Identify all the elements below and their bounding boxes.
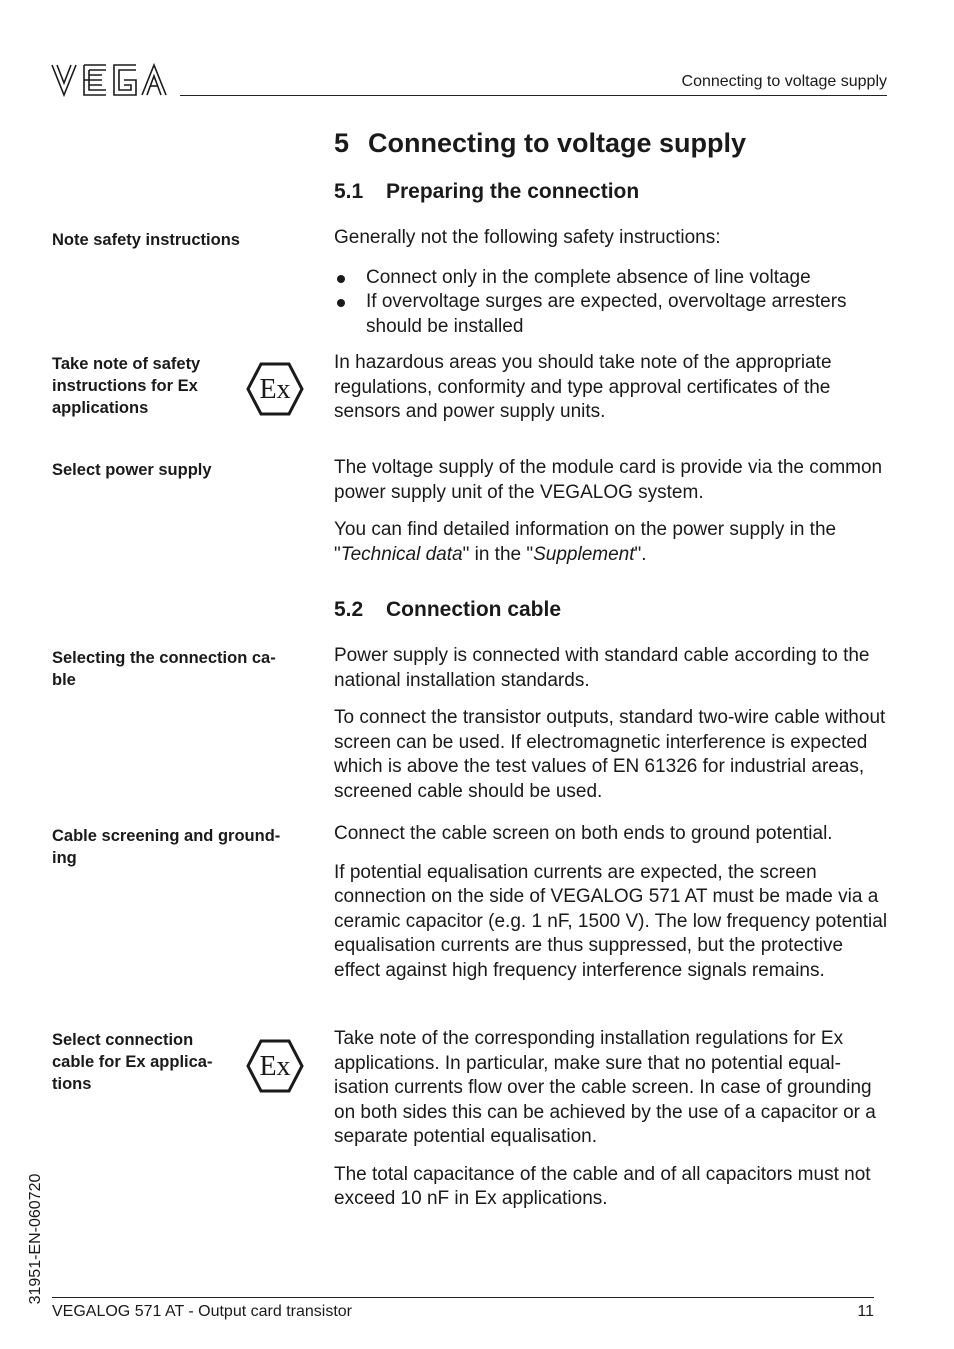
supplement-ref: Supplement <box>533 543 635 565</box>
side-note-line: Select connection <box>52 1031 194 1049</box>
screening-paragraph-1: Connect the cable screen on both ends to ground potential. <box>334 823 833 844</box>
side-note-line: applications <box>52 399 149 417</box>
safety-list <box>334 266 890 340</box>
section-number: 5.1 <box>334 180 364 203</box>
footer-product: VEGALOG 571 AT - Output card transistor <box>52 1303 352 1320</box>
side-note-line: Selecting the connection ca- <box>52 649 276 667</box>
side-note-line: ble <box>52 671 76 689</box>
side-note-line: Take note of safety <box>52 355 201 373</box>
ex-icon-label: Ex <box>259 374 291 405</box>
section-heading <box>334 180 639 204</box>
side-note-safety: Note safety instructions <box>52 231 240 249</box>
page-number: 11 <box>857 1303 874 1320</box>
side-note-ex-safety <box>52 353 200 419</box>
vega-logo <box>50 62 168 98</box>
ex-text: In hazardous areas you should take note of the appropriate regulations, conformity and type approval certificates of the sensors and power supply units. <box>334 352 832 422</box>
document-id: 31951-EN-060720 <box>27 1173 44 1305</box>
cable-block <box>334 644 890 804</box>
side-note-line: ing <box>52 849 77 867</box>
side-note-line: instructions for Ex <box>52 377 198 395</box>
technical-data-ref: Technical data <box>340 543 463 565</box>
ex-cable-block <box>334 1027 890 1212</box>
power-paragraph-2 <box>334 518 890 567</box>
side-note-line: cable for Ex applica- <box>52 1053 213 1071</box>
list-item: If overvoltage surges are expected, overvoltage arresters should be installed <box>334 290 890 339</box>
section-title: Connection cable <box>386 598 562 621</box>
ex-hazard-icon <box>246 1039 304 1093</box>
cable-paragraph-2: To connect the transistor outputs, standard two-wire cable without screen can be used. If electromagnetic interference is expected which is above the test values of EN 61326 for industrial areas, screened cable should be used. <box>334 707 886 802</box>
list-item: Connect only in the complete absence of line voltage <box>334 266 890 291</box>
side-note-line: tions <box>52 1075 92 1093</box>
side-note-line: Cable screening and ground- <box>52 827 281 845</box>
section-title: Preparing the connection <box>386 180 640 203</box>
ex-hazard-icon <box>246 362 304 416</box>
side-note-power: Select power supply <box>52 461 212 479</box>
running-title: Connecting to voltage supply <box>681 73 887 90</box>
power-paragraph-1: The voltage supply of the module card is provide via the common power supply unit of the VEGALOG system. <box>334 457 883 503</box>
cable-paragraph-1: Power supply is connected with standard cable according to the national installation standards. <box>334 645 870 691</box>
text-run: " in the " <box>462 543 534 565</box>
footer-rule <box>52 1297 874 1298</box>
screening-paragraph-2: If potential equalisation currents are expected, the screen connection on the side of VEGALOG 571 AT must be made via a ceramic capacitor (e.g. 1 nF, 1500 V). The low frequency potential equalisation currents are thus suppressed, but the protective effect against high frequency interference signals remains. <box>334 861 888 981</box>
section-heading <box>334 598 561 622</box>
safety-block <box>334 226 890 339</box>
chapter-title <box>334 128 746 159</box>
side-note-ex-cable <box>52 1029 212 1095</box>
chapter-number: 5 <box>334 128 350 158</box>
screening-block <box>334 822 890 983</box>
power-block <box>334 456 890 567</box>
text-run: You can find detailed information on the power supply in the " <box>334 519 837 565</box>
side-note-selecting-cable <box>52 647 276 691</box>
safety-intro: Generally not the following safety instructions: <box>334 227 721 248</box>
header-rule <box>180 95 887 96</box>
chapter-title-text: Connecting to voltage supply <box>368 128 747 158</box>
side-note-cable-screening <box>52 825 280 869</box>
section-number: 5.2 <box>334 598 364 621</box>
text-run: ". <box>634 543 647 565</box>
ex-cable-paragraph-2: The total capacitance of the cable and of all capacitors must not exceed 10 nF in Ex applications. <box>334 1163 871 1209</box>
ex-cable-paragraph-1: Take note of the corresponding installation regulations for Ex applications. In particular, make sure that no potential equal-isation currents flow over the cable screen. In case of grounding on both sides this can be achieved by the use of a capacitor or a separate potential equalisation. <box>334 1028 876 1147</box>
ex-icon-label: Ex <box>259 1051 291 1082</box>
